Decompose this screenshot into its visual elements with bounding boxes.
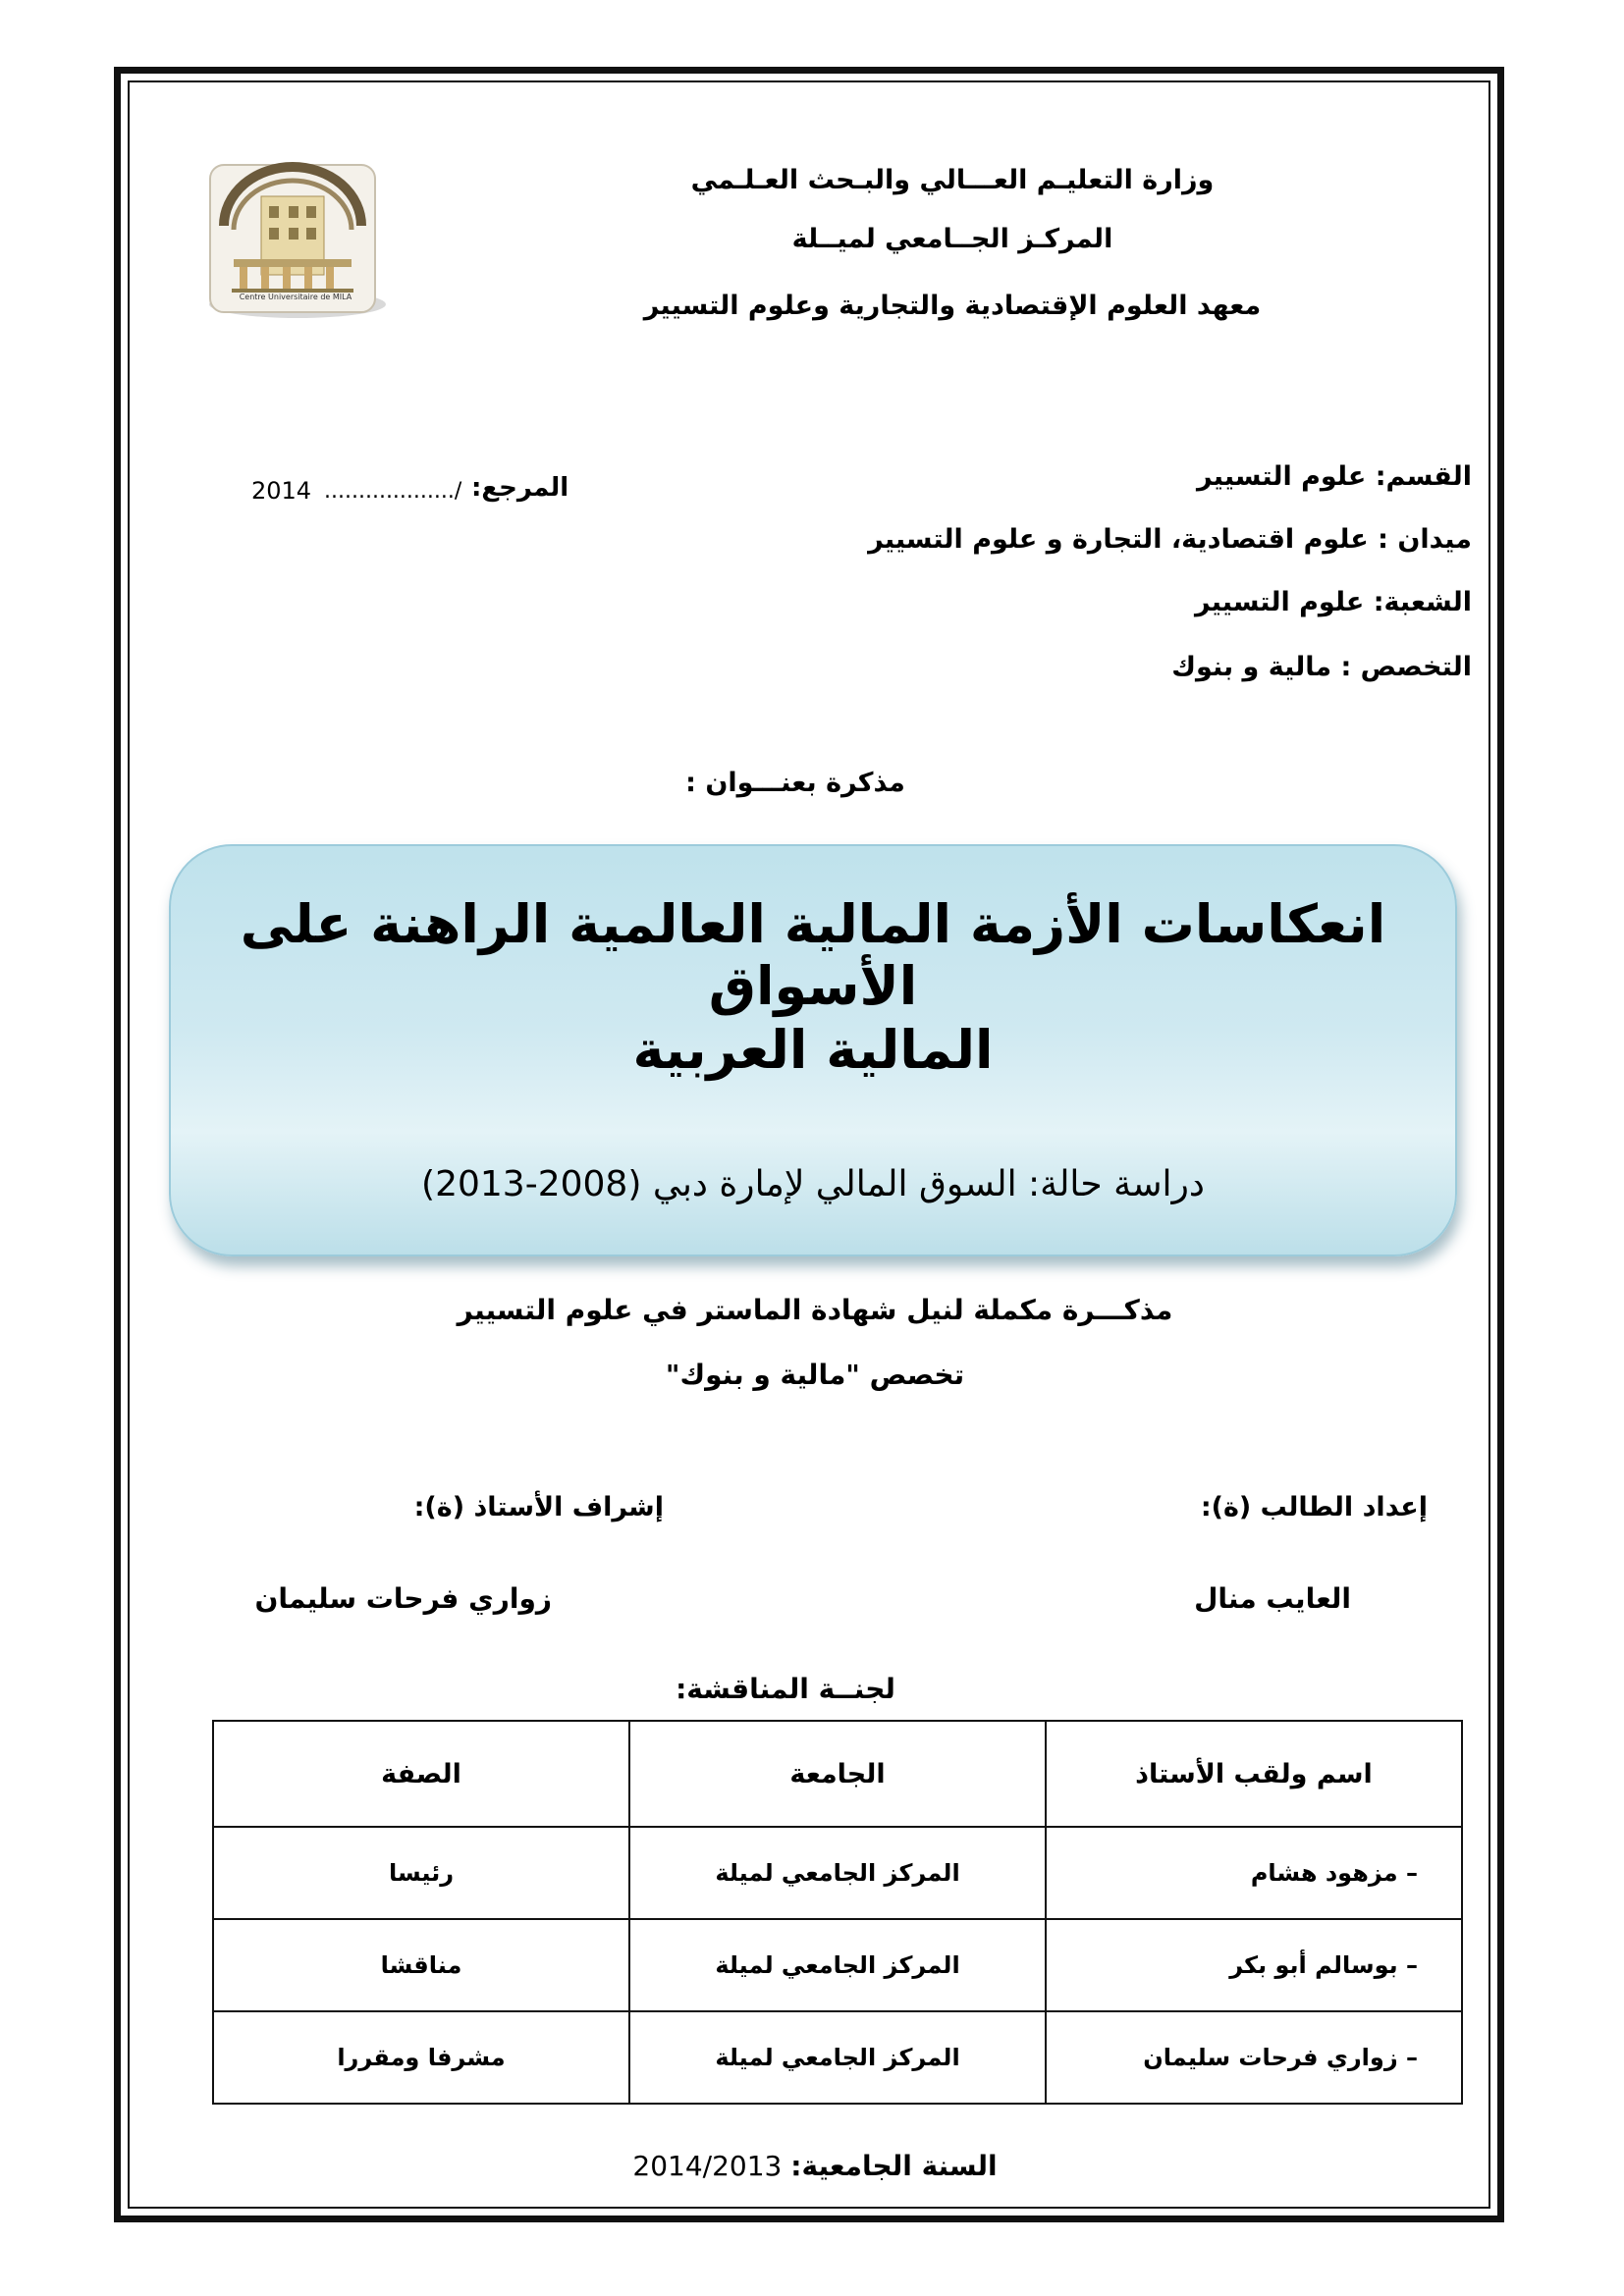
jury-member-university: المركز الجامعي لميلة	[629, 1919, 1046, 2011]
jury-row	[213, 1919, 1462, 2011]
jury-member-name: – زواري فرحات سليمان	[1046, 2011, 1462, 2104]
department-field: القسم: علوم التسيير	[1197, 461, 1472, 492]
supervisor-name: زواري فرحات سليمان	[254, 1582, 552, 1615]
academic-year-value: 2014/2013	[632, 2150, 783, 2182]
degree-statement: مذكـــرة مكملة لنيل شهادة الماستر في علوم التسيير	[457, 1294, 1173, 1326]
jury-header-university: الجامعة	[629, 1721, 1046, 1827]
memo-title-label: مذكرة بعنـــوان :	[685, 768, 905, 798]
jury-member-university: المركز الجامعي لميلة	[629, 2011, 1046, 2104]
university-center-name: المركـز الجــامعي لميــلة	[791, 224, 1113, 254]
supervisor-label: إشراف الأستاذ (ة):	[413, 1492, 664, 1522]
jury-label: لجنــة المناقشة:	[676, 1673, 895, 1705]
university-logo	[204, 157, 391, 324]
thesis-title-line1: انعكاسات الأزمة المالية العالمية الراهنة على الأسواق	[240, 893, 1386, 1017]
domain-field: ميدان : علوم اقتصادية، التجارة و علوم التسيير	[868, 524, 1472, 555]
degree-specialty: تخصص "مالية و بنوك"	[665, 1359, 965, 1391]
institute-name: معهد العلوم الإقتصادية والتجارية وعلوم التسيير	[643, 291, 1262, 321]
student-name: العايب منال	[1194, 1582, 1351, 1615]
jury-member-role: مشرفا ومقررا	[213, 2011, 629, 2104]
jury-table	[212, 1720, 1463, 2105]
jury-member-name: – مزهود هشام	[1046, 1827, 1462, 1919]
reference-dots: .................../	[324, 479, 462, 504]
jury-row	[213, 1827, 1462, 1919]
jury-header-row	[213, 1721, 1462, 1827]
jury-member-name: – بوسالم أبو بكر	[1046, 1919, 1462, 2011]
branch-field: الشعبة: علوم التسيير	[1194, 587, 1472, 617]
reference-year: 2014	[251, 477, 312, 505]
jury-header-role: الصفة	[213, 1721, 629, 1827]
jury-member-role: رئيسا	[213, 1827, 629, 1919]
jury-member-role: مناقشا	[213, 1919, 629, 2011]
academic-year-label: السنة الجامعية:	[790, 2150, 998, 2182]
jury-row	[213, 2011, 1462, 2104]
specialty-field: التخصص : مالية و بنوك	[1171, 652, 1472, 682]
academic-year	[550, 2150, 1080, 2182]
jury-header-name: اسم ولقب الأستاذ	[1046, 1721, 1462, 1827]
thesis-title-line2: المالية العربية	[632, 1019, 994, 1081]
ministry-name: وزارة التعليـم العـــالي والبـحث العـلـمي	[690, 165, 1215, 195]
jury-member-university: المركز الجامعي لميلة	[629, 1827, 1046, 1919]
case-study-subtitle: دراسة حالة: السوق المالي لإمارة دبي (2008-2013)	[421, 1164, 1205, 1204]
student-label: إعداد الطالب (ة):	[1200, 1492, 1428, 1522]
reference-label: المرجع:	[471, 473, 569, 503]
logo-caption: Centre Universitaire de MILA	[239, 293, 352, 301]
